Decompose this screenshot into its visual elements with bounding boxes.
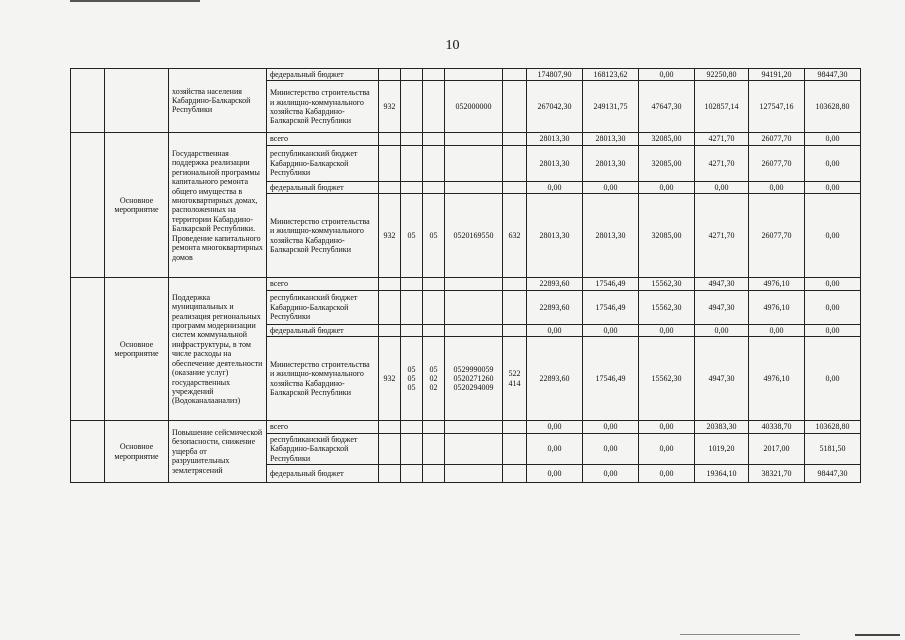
csr-code xyxy=(445,278,503,290)
value-cell: 0,00 xyxy=(805,181,861,193)
value-cell: 0,00 xyxy=(527,181,583,193)
value-cell: 103628,80 xyxy=(805,81,861,133)
value-cell: 94191,20 xyxy=(749,69,805,81)
value-cell: 4976,10 xyxy=(749,337,805,421)
rz-code xyxy=(401,69,423,81)
value-cell: 4271,70 xyxy=(695,133,749,145)
value-cell: 47647,30 xyxy=(639,81,695,133)
csr-code xyxy=(445,421,503,433)
table-row xyxy=(71,421,861,433)
funding-source: Министерство строительства и жилищно-коммунального хозяйства Кабардино-Балкарской Республики xyxy=(267,81,379,133)
vr-code: 632 xyxy=(503,194,527,278)
pr-code xyxy=(423,290,445,324)
rz-code xyxy=(401,133,423,145)
value-cell: 28013,30 xyxy=(527,133,583,145)
pr-code: 02 xyxy=(429,383,438,393)
value-cell: 0,00 xyxy=(749,181,805,193)
value-cell: 28013,30 xyxy=(583,133,639,145)
value-cell: 17546,49 xyxy=(583,290,639,324)
rz-code: 05 xyxy=(407,364,416,374)
csr-code xyxy=(445,181,503,193)
rz-code xyxy=(401,421,423,433)
rz-code-list xyxy=(401,337,423,421)
value-cell: 0,00 xyxy=(583,433,639,464)
blank-cell xyxy=(105,69,169,133)
scan-mark-top xyxy=(70,0,200,5)
funding-source: федеральный бюджет xyxy=(267,181,379,193)
grbs-code: 932 xyxy=(379,81,401,133)
value-cell: 0,00 xyxy=(749,324,805,336)
pr-code xyxy=(423,433,445,464)
csr-code xyxy=(445,290,503,324)
value-cell: 2017,00 xyxy=(749,433,805,464)
rz-code xyxy=(401,145,423,181)
value-cell: 26077,70 xyxy=(749,194,805,278)
value-cell: 0,00 xyxy=(805,133,861,145)
grbs-code: 932 xyxy=(379,194,401,278)
scan-mark-bottom-right xyxy=(855,634,900,637)
value-cell: 92250,80 xyxy=(695,69,749,81)
value-cell: 4976,10 xyxy=(749,290,805,324)
csr-code: 0529990059 xyxy=(453,364,494,374)
funding-source: всего xyxy=(267,421,379,433)
vr-code xyxy=(503,81,527,133)
value-cell: 103628,80 xyxy=(805,421,861,433)
rz-code xyxy=(401,81,423,133)
value-cell: 19364,10 xyxy=(695,464,749,482)
grbs-code xyxy=(379,433,401,464)
pr-code xyxy=(423,133,445,145)
vr-code xyxy=(503,421,527,433)
value-cell: 0,00 xyxy=(639,421,695,433)
funding-source: республиканский бюджет Кабардино-Балкарской Республики xyxy=(267,290,379,324)
vr-code xyxy=(503,69,527,81)
value-cell: 38321,70 xyxy=(749,464,805,482)
value-cell: 0,00 xyxy=(695,324,749,336)
value-cell: 4947,30 xyxy=(695,337,749,421)
value-cell: 102857,14 xyxy=(695,81,749,133)
grbs-code xyxy=(379,69,401,81)
value-cell: 32085,00 xyxy=(639,133,695,145)
pr-code-list xyxy=(423,337,445,421)
pr-code xyxy=(423,181,445,193)
value-cell: 0,00 xyxy=(639,324,695,336)
value-cell: 0,00 xyxy=(695,181,749,193)
vr-code xyxy=(503,290,527,324)
pr-code xyxy=(423,324,445,336)
csr-code: 0520271260 xyxy=(453,373,494,383)
csr-code xyxy=(445,145,503,181)
pr-code xyxy=(423,421,445,433)
vr-code xyxy=(503,278,527,290)
blank-cell xyxy=(71,133,105,278)
rz-code xyxy=(401,464,423,482)
csr-code: 0520169550 xyxy=(445,194,503,278)
rz-code xyxy=(401,433,423,464)
csr-code xyxy=(445,324,503,336)
pr-code xyxy=(423,278,445,290)
value-cell: 0,00 xyxy=(805,337,861,421)
pr-code xyxy=(423,69,445,81)
csr-code: 052000000 xyxy=(445,81,503,133)
vr-code xyxy=(503,324,527,336)
vr-code xyxy=(503,464,527,482)
value-cell: 98447,30 xyxy=(805,464,861,482)
rz-code xyxy=(401,324,423,336)
rz-code: 05 xyxy=(401,194,423,278)
pr-code: 05 xyxy=(423,194,445,278)
pr-code: 02 xyxy=(429,373,438,383)
rz-code: 05 xyxy=(407,383,416,393)
funding-source: Министерство строительства и жилищно-коммунального хозяйства Кабардино-Балкарской Республики xyxy=(267,337,379,421)
value-cell: 22893,60 xyxy=(527,337,583,421)
csr-code xyxy=(445,464,503,482)
value-cell: 26077,70 xyxy=(749,133,805,145)
vr-code-list xyxy=(503,337,527,421)
page-number: 10 xyxy=(445,38,460,53)
value-cell: 26077,70 xyxy=(749,145,805,181)
funding-source: федеральный бюджет xyxy=(267,324,379,336)
vr-code: 414 xyxy=(508,378,521,388)
value-cell: 40338,70 xyxy=(749,421,805,433)
value-cell: 0,00 xyxy=(583,464,639,482)
value-cell: 0,00 xyxy=(805,290,861,324)
value-cell: 15562,30 xyxy=(639,290,695,324)
value-cell: 98447,30 xyxy=(805,69,861,81)
value-cell: 0,00 xyxy=(639,69,695,81)
value-cell: 4947,30 xyxy=(695,290,749,324)
value-cell: 168123,62 xyxy=(583,69,639,81)
rz-code: 05 xyxy=(407,373,416,383)
value-cell: 0,00 xyxy=(805,324,861,336)
blank-cell xyxy=(71,69,105,133)
pr-code: 05 xyxy=(429,364,438,374)
value-cell: 15562,30 xyxy=(639,278,695,290)
value-cell: 32085,00 xyxy=(639,145,695,181)
value-cell: 28013,30 xyxy=(583,145,639,181)
blank-cell xyxy=(71,278,105,421)
measure-name: Государственная поддержка реализации региональной программы капитального ремонта общего имущества в многоквартирных домах, расположенных на территории Кабардино-Балкарской Республики. Проведение капитального ремонта многоквартирных домов xyxy=(169,133,267,278)
value-cell: 249131,75 xyxy=(583,81,639,133)
measure-type: Основное мероприятие xyxy=(105,421,169,483)
value-cell: 1019,20 xyxy=(695,433,749,464)
value-cell: 0,00 xyxy=(805,278,861,290)
grbs-code xyxy=(379,181,401,193)
value-cell: 28013,30 xyxy=(583,194,639,278)
csr-code xyxy=(445,133,503,145)
value-cell: 0,00 xyxy=(805,145,861,181)
value-cell: 4947,30 xyxy=(695,278,749,290)
grbs-code xyxy=(379,278,401,290)
grbs-code xyxy=(379,290,401,324)
measure-name: Поддержка муниципальных и реализация региональных программ модернизации систем коммунальной инфраструктуры, в том числе расходы на обеспечение деятельности (оказание услуг) государственных учреждений (Водоканалаанализ) xyxy=(169,278,267,421)
value-cell: 0,00 xyxy=(805,194,861,278)
value-cell: 0,00 xyxy=(527,464,583,482)
value-cell: 28013,30 xyxy=(527,194,583,278)
csr-code-list xyxy=(445,337,503,421)
funding-source: федеральный бюджет xyxy=(267,464,379,482)
funding-source: всего xyxy=(267,133,379,145)
value-cell: 4976,10 xyxy=(749,278,805,290)
value-cell: 5181,50 xyxy=(805,433,861,464)
grbs-code xyxy=(379,145,401,181)
value-cell: 4271,70 xyxy=(695,145,749,181)
funding-source: республиканский бюджет Кабардино-Балкарской Республики xyxy=(267,145,379,181)
pr-code xyxy=(423,464,445,482)
value-cell: 0,00 xyxy=(639,433,695,464)
grbs-code xyxy=(379,133,401,145)
measure-type: Основное мероприятие xyxy=(105,133,169,278)
value-cell: 267042,30 xyxy=(527,81,583,133)
budget-table xyxy=(70,68,861,483)
value-cell: 17546,49 xyxy=(583,337,639,421)
csr-code xyxy=(445,433,503,464)
value-cell: 17546,49 xyxy=(583,278,639,290)
funding-source: республиканский бюджет Кабардино-Балкарской Республики xyxy=(267,433,379,464)
measure-type: Основное мероприятие xyxy=(105,278,169,421)
table-row xyxy=(71,133,861,145)
grbs-code xyxy=(379,464,401,482)
value-cell: 127547,16 xyxy=(749,81,805,133)
value-cell: 28013,30 xyxy=(527,145,583,181)
csr-code xyxy=(445,69,503,81)
value-cell: 0,00 xyxy=(639,181,695,193)
blank-cell xyxy=(71,421,105,483)
vr-code xyxy=(503,433,527,464)
pr-code xyxy=(423,81,445,133)
value-cell: 0,00 xyxy=(527,421,583,433)
value-cell: 0,00 xyxy=(527,324,583,336)
grbs-code xyxy=(379,324,401,336)
funding-source: Министерство строительства и жилищно-коммунального хозяйства Кабардино-Балкарской Республики xyxy=(267,194,379,278)
value-cell: 0,00 xyxy=(583,181,639,193)
table-row xyxy=(71,69,861,81)
vr-code xyxy=(503,133,527,145)
value-cell: 15562,30 xyxy=(639,337,695,421)
measure-name: хозяйства населения Кабардино-Балкарской Республики xyxy=(169,69,267,133)
grbs-code: 932 xyxy=(379,337,401,421)
csr-code: 0520294009 xyxy=(453,383,494,393)
value-cell: 0,00 xyxy=(583,421,639,433)
value-cell: 4271,70 xyxy=(695,194,749,278)
measure-name: Повышение сейсмической безопасности, снижение ущерба от разрушительных землетрясений xyxy=(169,421,267,483)
value-cell: 20383,30 xyxy=(695,421,749,433)
rz-code xyxy=(401,181,423,193)
funding-source: федеральный бюджет xyxy=(267,69,379,81)
rz-code xyxy=(401,278,423,290)
rz-code xyxy=(401,290,423,324)
value-cell: 174807,90 xyxy=(527,69,583,81)
value-cell: 0,00 xyxy=(583,324,639,336)
value-cell: 22893,60 xyxy=(527,290,583,324)
vr-code: 522 xyxy=(508,369,521,379)
value-cell: 22893,60 xyxy=(527,278,583,290)
value-cell: 0,00 xyxy=(527,433,583,464)
value-cell: 0,00 xyxy=(639,464,695,482)
grbs-code xyxy=(379,421,401,433)
value-cell: 32085,00 xyxy=(639,194,695,278)
funding-source: всего xyxy=(267,278,379,290)
pr-code xyxy=(423,145,445,181)
table-row xyxy=(71,278,861,290)
scan-mark-bottom xyxy=(680,634,800,636)
vr-code xyxy=(503,145,527,181)
vr-code xyxy=(503,181,527,193)
